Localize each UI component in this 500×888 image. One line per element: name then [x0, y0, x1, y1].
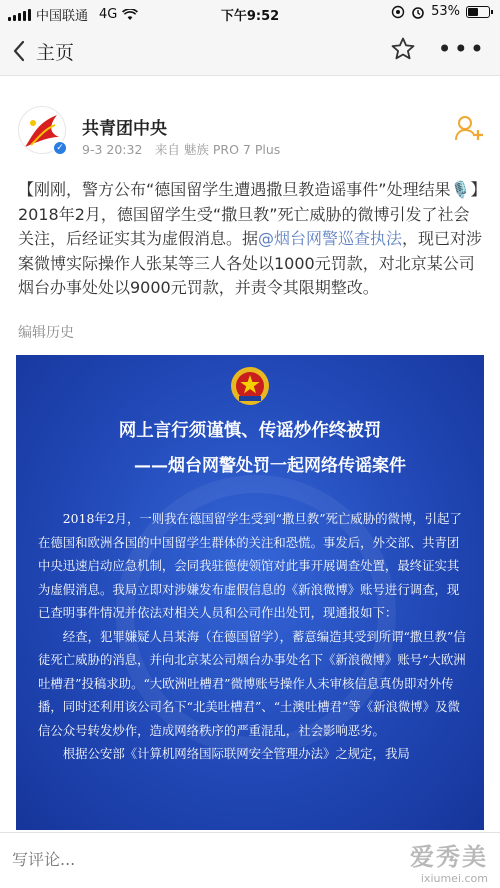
star-icon[interactable] [390, 36, 416, 62]
verified-icon: ✓ [52, 140, 68, 156]
notice-title: 网上言行须谨慎、传谣炒作终被罚 [118, 421, 382, 441]
site-watermark [410, 837, 488, 885]
post-meta: 9-3 20:32 来自 魅族 PRO 7 Plus [82, 142, 281, 157]
author-name[interactable]: 共青团中央 [82, 119, 167, 139]
carrier-label: 中国联通 [36, 9, 89, 24]
notice-paragraph: 经查，犯罪嫌疑人吕某海（在德国留学），蓄意编造其受到所谓“撒旦教”信徒死亡威胁的消息，并向北京某公司烟台办事处名下《新浪微博》账号“大欧洲吐槽君”投稿求助。“大欧洲吐槽君”微博账号操作人未审核信息真伪即对外传播，同时还利用该公司名下“北美吐槽君”、“土澳吐槽君”等《新浪微博》及微信公众号转发炒作，造成网络秩序的严重混乱，社会影响恶劣。 [38, 628, 466, 738]
more-icon[interactable]: ••• [437, 35, 486, 63]
post-body [18, 178, 484, 301]
network-label: 4G [99, 7, 118, 22]
status-bar [0, 0, 500, 26]
watermark-brand: 爱秀美 [410, 843, 488, 871]
back-button[interactable] [12, 34, 74, 68]
watermark-domain: ixiumei.com [420, 872, 488, 885]
author-header [0, 96, 500, 166]
notice-subtitle: ——烟台网警处罚一起网络传谣案件 [134, 456, 406, 476]
notice-image[interactable] [16, 355, 484, 830]
battery-icon [466, 6, 490, 18]
alarm-icon [411, 5, 425, 19]
clock: 下午9:52 [220, 9, 280, 24]
add-user-icon[interactable] [454, 114, 484, 142]
post-text-part2: ，现已对涉案微博实际操作人张某等三人各处以1000元罚款，对北京某公司烟台办事处处以9000元罚款，并责令其限期整改。 [18, 229, 483, 297]
edit-history-link[interactable]: 编辑历史 [18, 325, 74, 341]
comment-bar [0, 832, 500, 888]
comment-input[interactable] [12, 845, 312, 875]
nav-bar [0, 26, 500, 76]
mention-link[interactable]: @烟台网警巡查执法 [258, 229, 403, 248]
police-emblem-icon [229, 365, 271, 407]
back-label[interactable]: 主页 [36, 41, 75, 64]
notice-paragraph: 根据公安部《计算机网络国际联网安全管理办法》之规定，我局 [62, 746, 410, 761]
location-icon [391, 5, 405, 19]
post-text-part1: 【刚刚，警方公布“德国留学生遭遇撒旦教造谣事件”处理结果🎙️】2018年2月，德国留学生受“撒旦教”死亡威胁的微博引发了社会关注，后经证实其为虚假消息。据 [18, 180, 479, 248]
chevron-left-icon[interactable] [12, 40, 26, 62]
notice-body [38, 507, 466, 766]
battery-percent: 53% [431, 4, 460, 19]
notice-paragraph: 2018年2月，一则我在德国留学生受到“撒旦教”死亡威胁的微博，引起了在德国和欧洲各国的中国留学生群体的关注和恐慌。事发后，外交部、共青团中央迅速启动应急机制，会同我驻德使领馆对此事开展调查处置，最终证实其为虚假消息。我局立即对涉嫌发布虚假信息的《新浪微博》账号进行调查，现已查明事件情况并依法对相关人员和公司作出处罚，现通报如下： [38, 511, 462, 620]
